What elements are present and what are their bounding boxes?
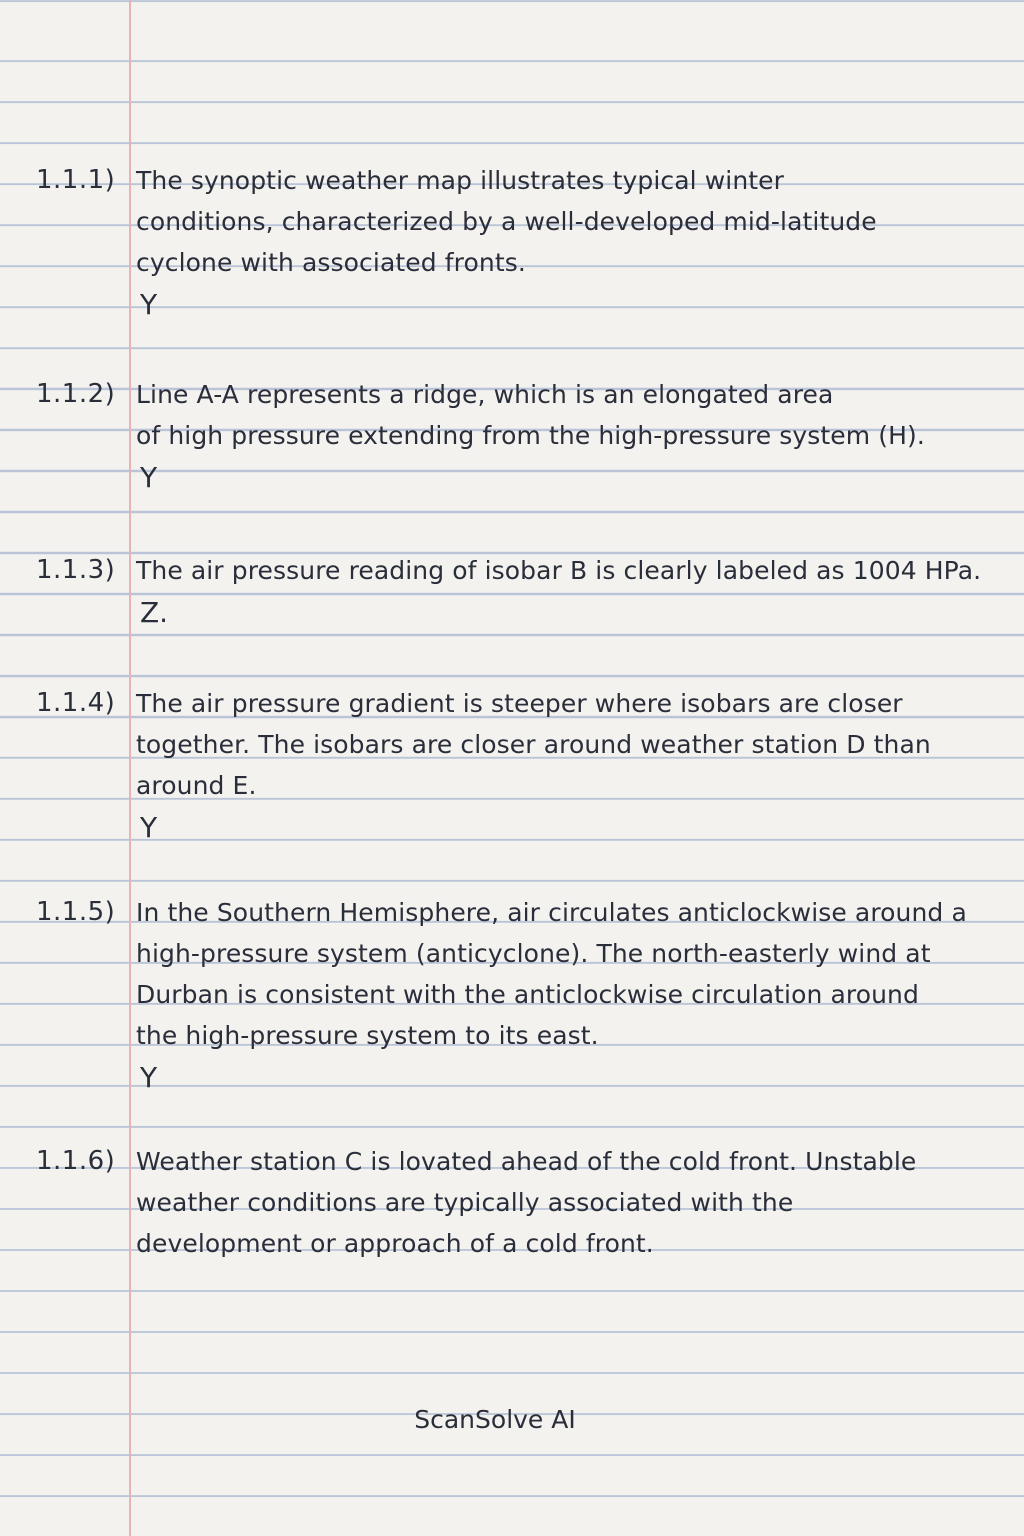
answer-line: The air pressure reading of isobar B is clearly labeled as 1004 HPa. bbox=[136, 556, 982, 585]
answer-line: Line A-A represents a ridge, which is an elongated area bbox=[136, 380, 834, 409]
answer-mark: Y bbox=[140, 288, 158, 321]
answer-line: high-pressure system (anticyclone). The north-easterly wind at bbox=[136, 939, 931, 968]
page-margin-line bbox=[129, 0, 131, 1536]
answer-line: The synoptic weather map illustrates typical winter bbox=[136, 166, 785, 195]
answer-line: cyclone with associated fronts. bbox=[136, 248, 526, 277]
answer-line: weather conditions are typically associated with the bbox=[136, 1188, 794, 1217]
answer-mark: Z. bbox=[140, 596, 169, 629]
answer-line: of high pressure extending from the high-pressure system (H). bbox=[136, 421, 925, 450]
answer-line: the high-pressure system to its east. bbox=[136, 1021, 599, 1050]
answer-mark: Y bbox=[140, 811, 158, 844]
answer-line: around E. bbox=[136, 771, 257, 800]
answer-line: In the Southern Hemisphere, air circulates anticlockwise around a bbox=[136, 898, 967, 927]
question-number: 1.1.6) bbox=[36, 1146, 116, 1176]
answer-text bbox=[136, 374, 998, 500]
answer-text bbox=[136, 1141, 998, 1264]
answer-text bbox=[136, 160, 998, 327]
footer-brand: ScanSolve AI bbox=[414, 1405, 576, 1434]
question-number: 1.1.5) bbox=[36, 897, 116, 927]
question-number: 1.1.4) bbox=[36, 688, 116, 718]
question-number: 1.1.1) bbox=[36, 165, 116, 195]
answer-line: The air pressure gradient is steeper where isobars are closer bbox=[136, 689, 903, 718]
answer-mark: Y bbox=[140, 461, 158, 494]
answer-text bbox=[136, 550, 998, 635]
answer-line: development or approach of a cold front. bbox=[136, 1229, 654, 1258]
answer-mark: Y bbox=[140, 1061, 158, 1094]
answer-line: Durban is consistent with the anticlockwise circulation around bbox=[136, 980, 919, 1009]
answer-text bbox=[136, 892, 998, 1100]
question-number: 1.1.2) bbox=[36, 379, 116, 409]
answer-line: conditions, characterized by a well-developed mid-latitude bbox=[136, 207, 877, 236]
question-number: 1.1.3) bbox=[36, 555, 116, 585]
answer-text bbox=[136, 683, 998, 850]
answer-line: Weather station C is lovated ahead of the cold front. Unstable bbox=[136, 1147, 917, 1176]
answer-line: together. The isobars are closer around weather station D than bbox=[136, 730, 931, 759]
